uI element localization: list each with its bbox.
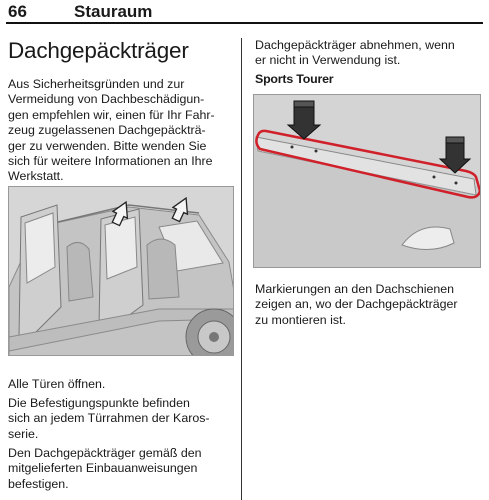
rail-markings-paragraph: [255, 282, 485, 328]
text-line: zeug zugelassenen Dachgepäckträ-: [8, 123, 206, 138]
page-header: [6, 2, 483, 24]
text-line: ger zu verwenden. Bitte wenden Sie: [8, 138, 207, 153]
text-line: zeigen an, wo der Dachgepäckträger: [255, 297, 458, 312]
text-line: Den Dachgepäckträger gemäß den: [8, 446, 202, 460]
text-line: gen empfehlen wir, einen für Ihr Fahr-: [8, 107, 215, 122]
text-line: Markierungen an den Dachschienen: [255, 282, 455, 296]
text-line: serie.: [8, 426, 39, 441]
remove-paragraph: [255, 38, 485, 69]
page-number: 66: [8, 2, 27, 21]
section-title: Stauraum: [74, 2, 153, 21]
roof-rail-drawing: [254, 95, 481, 268]
variant-subheading: Sports Tourer: [255, 72, 334, 86]
text-line: Die Befestigungspunkte befinden: [8, 396, 190, 410]
car-doors-drawing: [9, 187, 234, 356]
text-line: Vermeidung von Dachbeschädigun-: [8, 92, 205, 107]
attach-paragraph: [8, 446, 238, 492]
car-doors-illustration: [8, 186, 234, 356]
text-line: befestigen.: [8, 476, 69, 491]
roof-rail-illustration: [253, 94, 481, 268]
intro-paragraph: [8, 77, 238, 185]
text-line: er nicht in Verwendung ist.: [255, 53, 401, 68]
text-line: sich für weitere Informationen an Ihre: [8, 154, 213, 169]
column-divider: [241, 38, 242, 500]
text-line: Aus Sicherheitsgründen und zur: [8, 77, 185, 91]
page-title: Dachgepäckträger: [8, 38, 189, 63]
text-line: zu montieren ist.: [255, 312, 346, 327]
text-line: mitgelieferten Einbauanweisungen: [8, 461, 198, 476]
step-open-doors: Alle Türen öffnen.: [8, 377, 106, 391]
text-line: Dachgepäckträger abnehmen, wenn: [255, 38, 455, 52]
text-line: Werkstatt.: [8, 169, 64, 184]
mounting-points-paragraph: [8, 396, 238, 442]
text-line: sich an jedem Türrahmen der Karos-: [8, 411, 210, 426]
